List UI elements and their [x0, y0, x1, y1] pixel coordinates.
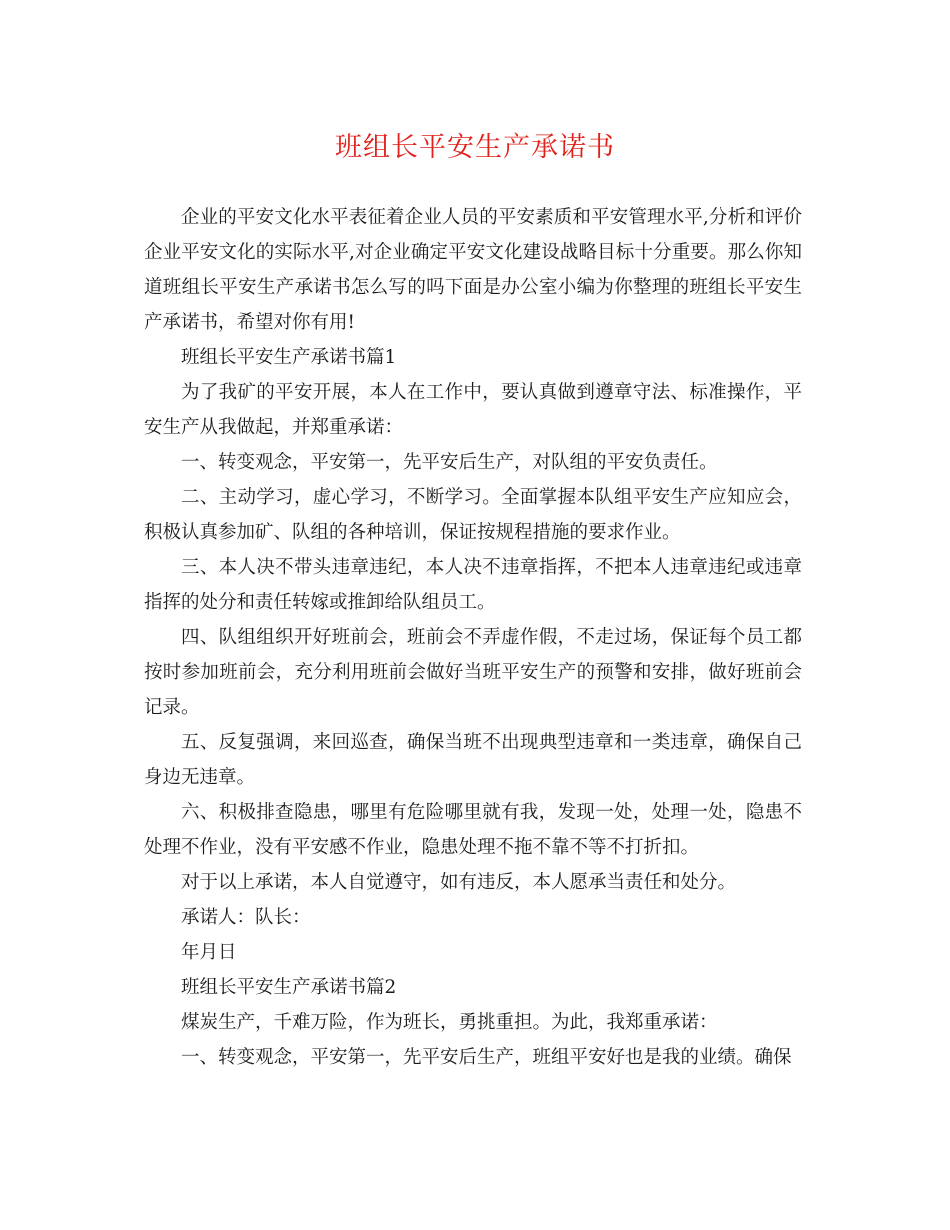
pledge-intro-paragraph: 为了我矿的平安开展，本人在工作中，要认真做到遵章守法、标准操作，平安生产从我做起，并郑重承诺： [144, 382, 802, 438]
pledge2-intro-paragraph: 煤炭生产，千难万险，作为班长，勇挑重担。为此，我郑重承诺： [181, 1012, 718, 1033]
document-body [144, 200, 802, 1075]
pledge-item-2: 二、主动学习，虚心学习，不断学习。全面掌握本队组平安生产应知应会，积极认真参加矿、队组的各种培训，保证按规程措施的要求作业。 [144, 487, 802, 543]
pledge-item-4: 四、队组组织开好班前会，班前会不弄虚作假，不走过场，保证每个员工都按时参加班前会，充分利用班前会做好当班平安生产的预警和安排，做好班前会记录。 [144, 627, 802, 718]
signature-line: 承诺人：队长： [181, 907, 311, 928]
pledge-item-1: 一、转变观念，平安第一，先平安后生产，对队组的平安负责任。 [181, 452, 718, 473]
document-title: 班组长平安生产承诺书 [335, 132, 615, 163]
intro-paragraph: 企业的平安文化水平表征着企业人员的平安素质和平安管理水平,分析和评价企业平安文化的实际水平,对企业确定平安文化建设战略目标十分重要。那么你知道班组长平安生产承诺书怎么写的吗下面是办公室小编为你整理的班组长平安生产承诺书，希望对你有用! [144, 207, 802, 333]
pledge-item-3: 三、本人决不带头违章违纪，本人决不违章指挥，不把本人违章违纪或违章指挥的处分和责任转嫁或推卸给队组员工。 [144, 557, 802, 613]
pledge-item-5: 五、反复强调，来回巡查，确保当班不出现典型违章和一类违章，确保自己身边无违章。 [144, 732, 802, 788]
section-heading-2: 班组长平安生产承诺书篇2 [181, 977, 397, 998]
pledge-item-6: 六、积极排查隐患，哪里有危险哪里就有我，发现一处，处理一处，隐患不处理不作业，没有平安感不作业，隐患处理不拖不靠不等不打折扣。 [144, 802, 802, 858]
pledge2-item-1: 一、转变观念，平安第一，先平安后生产，班组平安好也是我的业绩。确保 [181, 1047, 792, 1068]
date-line: 年月日 [181, 942, 237, 963]
section-heading-1: 班组长平安生产承诺书篇1 [181, 347, 397, 368]
pledge-closing: 对于以上承诺，本人自觉遵守，如有违反，本人愿承当责任和处分。 [181, 872, 737, 893]
